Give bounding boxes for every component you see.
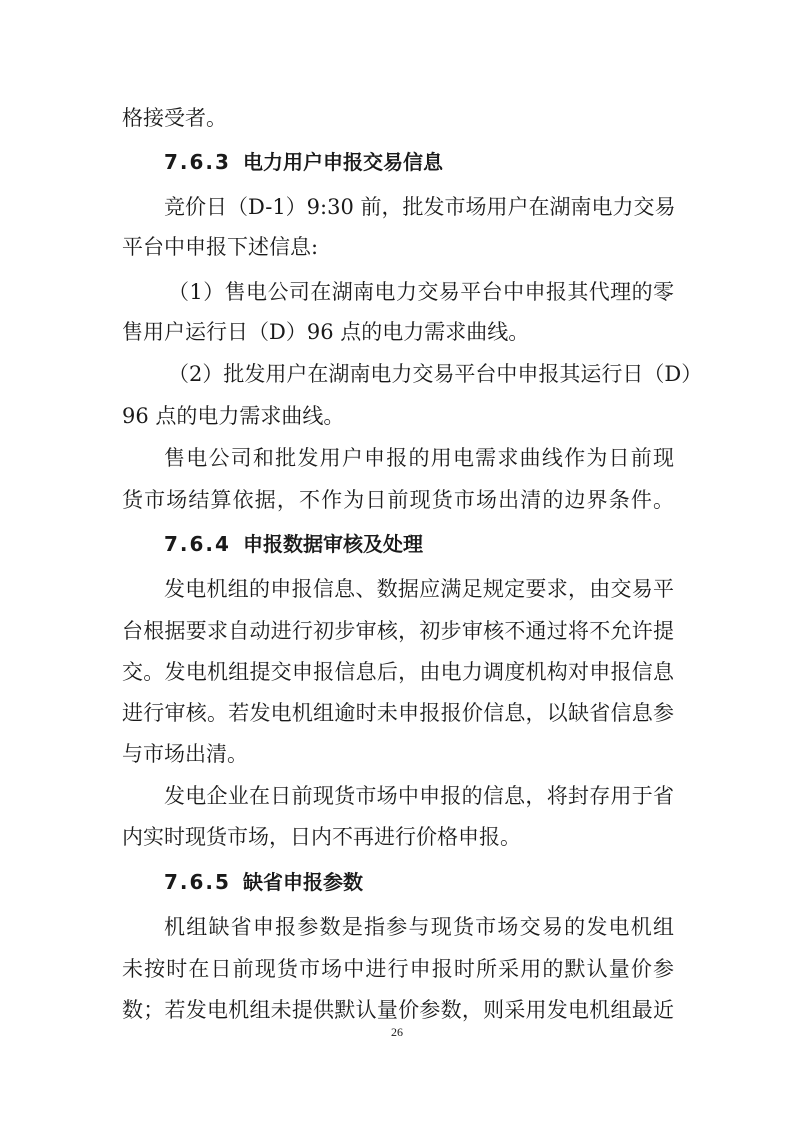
paragraph-line: 机组缺省申报参数是指参与现货市场交易的发电机组 — [164, 915, 674, 939]
section-heading-7-6-5 — [164, 868, 363, 896]
paragraph-line: 货市场结算依据，不作为日前现货市场出清的边界条件。 — [122, 488, 674, 512]
paragraph-line: 数；若发电机组未提供默认量价参数，则采用发电机组最近 — [122, 998, 674, 1022]
paragraph-line: 内实时现货市场，日内不再进行价格申报。 — [122, 825, 521, 849]
section-number: 7.6.4 — [164, 532, 231, 556]
paragraph-line: 未按时在日前现货市场中进行申报时所采用的默认量价参 — [122, 957, 674, 981]
paragraph-line: 交。发电机组提交申报信息后，由电力调度机构对申报信息 — [122, 660, 674, 684]
paragraph-line: 台根据要求自动进行初步审核，初步审核不通过将不允许提 — [122, 619, 674, 643]
paragraph-line: 与市场出清。 — [122, 742, 248, 766]
section-title: 电力用户申报交易信息 — [242, 150, 443, 174]
section-title: 申报数据审核及处理 — [242, 532, 423, 556]
paragraph-line: 格接受者。 — [122, 106, 227, 130]
list-item-line: 96 点的电力需求曲线。 — [122, 404, 345, 428]
paragraph-line: 进行审核。若发电机组逾时未申报报价信息，以缺省信息参 — [122, 701, 674, 725]
list-item-line: 售用户运行日（D）96 点的电力需求曲线。 — [122, 320, 530, 344]
section-heading-7-6-4 — [164, 530, 423, 558]
paragraph-line: 平台中申报下述信息: — [122, 235, 319, 259]
paragraph-line: 竞价日（D-1）9:30 前，批发市场用户在湖南电力交易 — [164, 195, 676, 219]
paragraph-line: 发电企业在日前现货市场中申报的信息，将封存用于省 — [164, 784, 674, 808]
paragraph-line: 发电机组的申报信息、数据应满足规定要求，由交易平 — [164, 577, 674, 601]
paragraph-line: 售电公司和批发用户申报的用电需求曲线作为日前现 — [164, 446, 674, 470]
section-heading-7-6-3 — [164, 148, 443, 176]
section-title: 缺省申报参数 — [242, 870, 363, 894]
page-number: 26 — [391, 1025, 403, 1039]
list-item-line: （1）售电公司在湖南电力交易平台中申报其代理的零 — [168, 280, 674, 304]
list-item-line: （2）批发用户在湖南电力交易平台中申报其运行日（D） — [168, 362, 703, 386]
section-number: 7.6.5 — [164, 870, 231, 894]
section-number: 7.6.3 — [164, 150, 231, 174]
